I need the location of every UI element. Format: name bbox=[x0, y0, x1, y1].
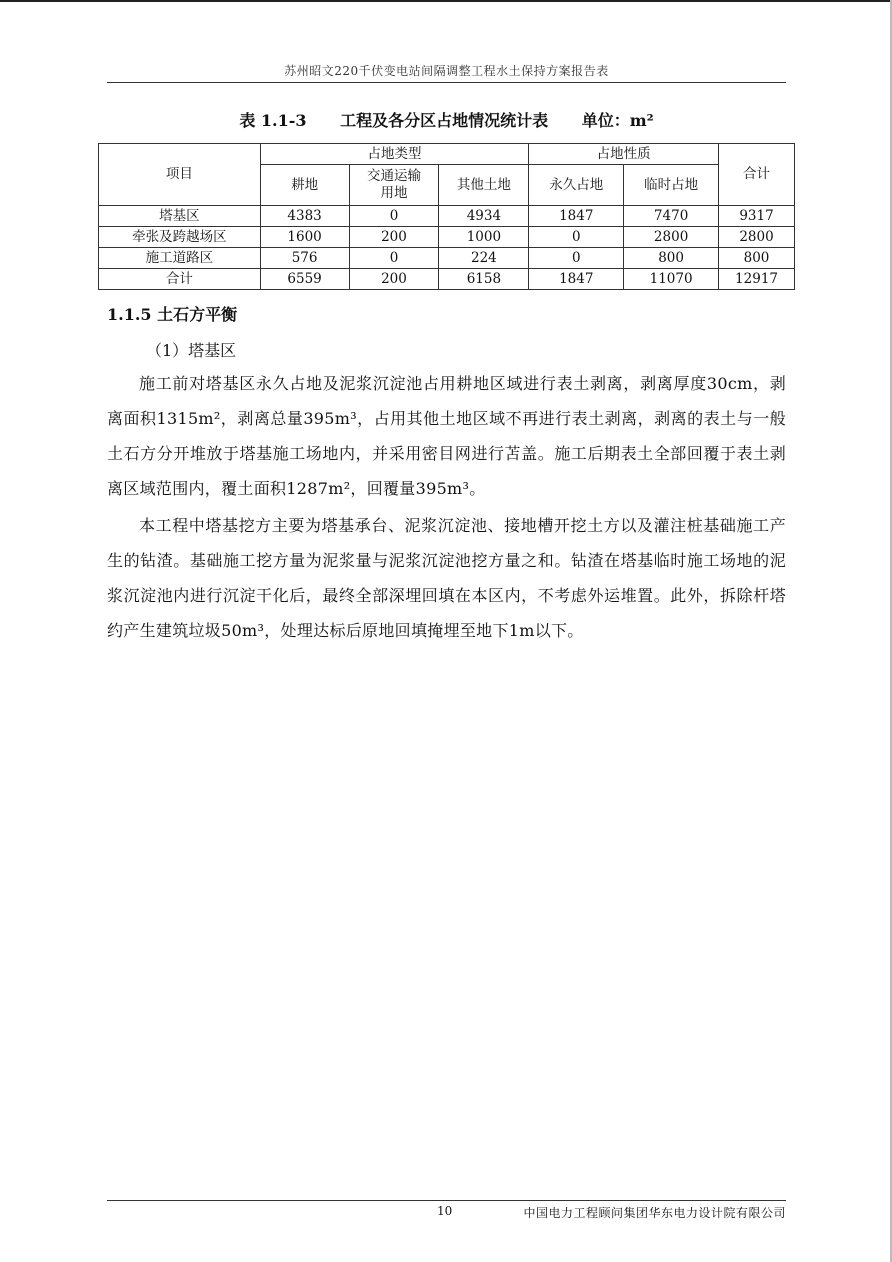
table-cell: 6559 bbox=[260, 269, 349, 290]
footer-rule bbox=[107, 1200, 786, 1201]
header-item: 项目 bbox=[99, 144, 261, 206]
subsection-heading: （1）塔基区 bbox=[146, 341, 237, 360]
table-cell: 4934 bbox=[439, 206, 529, 227]
table-cell: 2800 bbox=[719, 227, 795, 248]
subheader-cell: 耕地 bbox=[260, 165, 349, 206]
table-cell: 800 bbox=[719, 248, 795, 269]
table-caption bbox=[107, 108, 786, 131]
section-heading: 1.1.5 土石方平衡 bbox=[107, 305, 238, 324]
header-land-type: 占地类型 bbox=[260, 144, 529, 165]
row-label: 施工道路区 bbox=[99, 248, 261, 269]
footer-organization: 中国电力工程顾问集团华东电力设计院有限公司 bbox=[523, 1206, 786, 1220]
table-row bbox=[99, 227, 795, 248]
table-cell: 0 bbox=[349, 206, 439, 227]
page-header: 苏州昭文220千伏变电站间隔调整工程水土保持方案报告表 bbox=[284, 64, 609, 78]
table-cell: 200 bbox=[349, 227, 439, 248]
table-cell: 2800 bbox=[624, 227, 719, 248]
paragraph-topsoil-stripping: 施工前对塔基区永久占地及泥浆沉淀池占用耕地区域进行表土剥离，剥离厚度30cm，剥离面积1315m²，剥离总量395m³，占用其他土地区域不再进行表土剥离，剥离的表土与一般土石方分开堆放于塔基施工场地内，并采用密目网进行苫盖。施工后期表土全部回覆于表土剥离区域范围内，覆土面积1287m²，回覆量395m³。 bbox=[107, 374, 786, 498]
table-cell: 7470 bbox=[624, 206, 719, 227]
page-top-border bbox=[0, 0, 892, 2]
table-cell: 1847 bbox=[529, 206, 624, 227]
table-cell: 800 bbox=[624, 248, 719, 269]
paragraph-excavation: 本工程中塔基挖方主要为塔基承台、泥浆沉淀池、接地槽开挖土方以及灌注桩基础施工产生的钻渣。基础施工挖方量为泥浆量与泥浆沉淀池挖方量之和。钻渣在塔基临时施工场地的泥浆沉淀池内进行沉淀干化后，最终全部深埋回填在本区内，不考虑外运堆置。此外，拆除杆塔约产生建筑垃圾50m³，处理达标后原地回填掩埋至地下1m以下。 bbox=[107, 516, 786, 640]
table-unit: 单位：m² bbox=[581, 111, 654, 130]
row-label: 牵张及跨越场区 bbox=[99, 227, 261, 248]
header-land-nature: 占地性质 bbox=[529, 144, 719, 165]
table-cell: 0 bbox=[349, 248, 439, 269]
table-number: 表 1.1-3 bbox=[239, 111, 307, 130]
table-cell: 4383 bbox=[260, 206, 349, 227]
subheader-cell: 交通运输用地 bbox=[349, 165, 439, 206]
table-cell: 9317 bbox=[719, 206, 795, 227]
land-use-table bbox=[98, 143, 795, 290]
subheader-cell: 临时占地 bbox=[624, 165, 719, 206]
table-cell: 6158 bbox=[439, 269, 529, 290]
header-rule bbox=[107, 82, 786, 83]
table-cell: 1600 bbox=[260, 227, 349, 248]
table-row bbox=[99, 248, 795, 269]
table-cell: 224 bbox=[439, 248, 529, 269]
table-cell: 0 bbox=[529, 248, 624, 269]
subheader-cell: 永久占地 bbox=[529, 165, 624, 206]
table-row bbox=[99, 206, 795, 227]
page-number: 10 bbox=[437, 1204, 453, 1218]
subheader-cell: 其他土地 bbox=[439, 165, 529, 206]
row-label: 塔基区 bbox=[99, 206, 261, 227]
table-header-row bbox=[99, 144, 795, 165]
table-cell: 576 bbox=[260, 248, 349, 269]
table-cell: 11070 bbox=[624, 269, 719, 290]
table-cell: 1000 bbox=[439, 227, 529, 248]
header-total: 合计 bbox=[719, 144, 795, 206]
table-cell: 0 bbox=[529, 227, 624, 248]
table-title: 工程及各分区占地情况统计表 bbox=[340, 111, 549, 130]
table-total-row bbox=[99, 269, 795, 290]
table-cell: 12917 bbox=[719, 269, 795, 290]
table-cell: 1847 bbox=[529, 269, 624, 290]
row-label: 合计 bbox=[99, 269, 261, 290]
table-cell: 200 bbox=[349, 269, 439, 290]
